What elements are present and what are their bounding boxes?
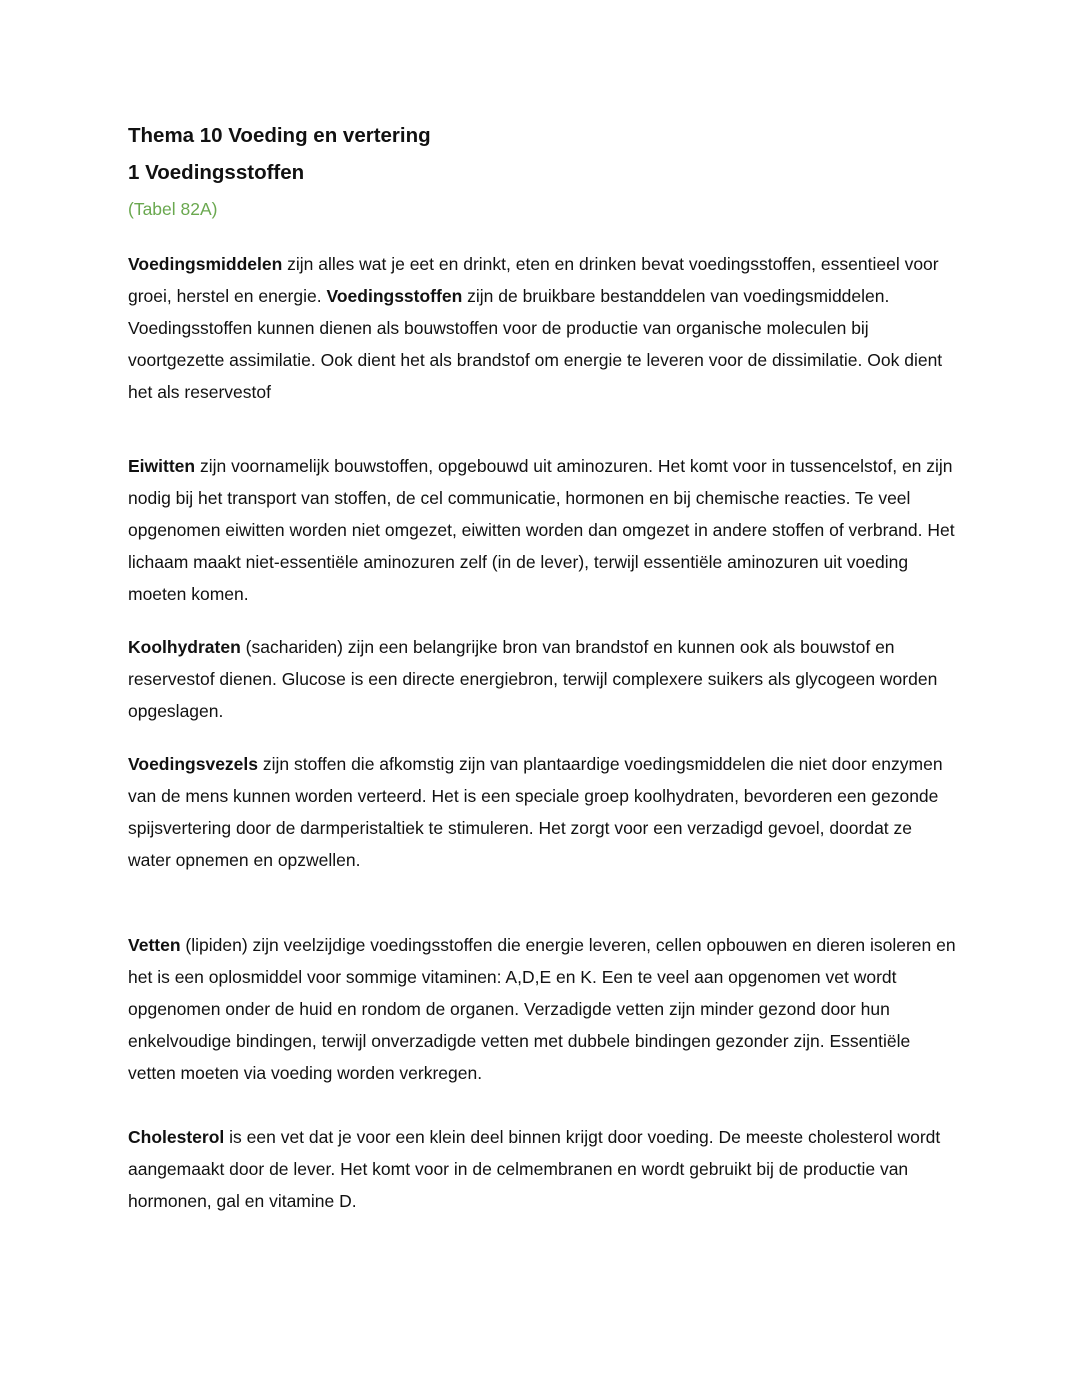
paragraph-vetten bbox=[128, 929, 958, 1089]
paragraph-text: (sachariden) zijn een belangrijke bron van brandstof en kunnen ook als bouwstof en reservestof dienen. Glucose is een directe energiebron, terwijl complexere suikers als glycogeen worden opgeslagen. bbox=[128, 637, 938, 722]
table-reference: (Tabel 82A) bbox=[128, 199, 218, 219]
paragraph-text: zijn de bruikbare bestanddelen van voedingsmiddelen. Voedingsstoffen kunnen dienen als bouwstoffen voor de productie van organische moleculen bij voortgezette assimilatie. Ook dient het als brandstof om energie te leveren voor de dissimilatie. Ook dient het als reservestof bbox=[128, 286, 943, 403]
paragraph-text: zijn alles wat je eet en drinkt, eten en drinken bevat voedingsstoffen, essentieel voor groei, herstel en energie. bbox=[128, 254, 939, 307]
paragraph-voedingsvezels bbox=[128, 748, 958, 876]
document-title: Thema 10 Voeding en vertering bbox=[128, 124, 431, 147]
paragraph-text: (lipiden) zijn veelzijdige voedingsstoffen die energie leveren, cellen opbouwen en dieren isoleren en het is een oplosmiddel voor sommige vitaminen: A,D,E en K. Een te veel aan opgenomen vet wordt opgenomen onder de huid en rondom de organen. Verzadigde vetten zijn minder gezond door hun enkelvoudige bindingen, terwijl onverzadigde vetten met dubbele bindingen gezonder zijn. Essentiële vetten moeten via voeding worden verkregen. bbox=[128, 935, 956, 1084]
term-vetten: Vetten bbox=[128, 935, 181, 955]
term-cholesterol: Cholesterol bbox=[128, 1127, 225, 1147]
paragraph-text: zijn stoffen die afkomstig zijn van plantaardige voedingsmiddelen die niet door enzymen van de mens kunnen worden verteerd. Het is een speciale groep koolhydraten, bevorderen een gezonde spijsvertering door de darmperistaltiek te stimuleren. Het zorgt voor een verzadigd gevoel, doordat ze water opnemen en opzwellen. bbox=[128, 754, 943, 871]
paragraph-cholesterol bbox=[128, 1121, 958, 1217]
paragraph-text: zijn voornamelijk bouwstoffen, opgebouwd uit aminozuren. Het komt voor in tussencelstof, en zijn nodig bij het transport van stoffen, de cel communicatie, hormonen en bij chemische reacties. Te veel opgenomen eiwitten worden niet omgezet, eiwitten worden dan omgezet in andere stoffen of verbrand. Het lichaam maakt niet-essentiële aminozuren zelf (in de lever), terwijl essentiële aminozuren uit voeding moeten komen. bbox=[128, 456, 955, 605]
paragraph-voedingsmiddelen bbox=[128, 248, 958, 408]
paragraph-koolhydraten bbox=[128, 631, 958, 727]
paragraph-eiwitten bbox=[128, 450, 958, 610]
paragraph-text: is een vet dat je voor een klein deel binnen krijgt door voeding. De meeste cholesterol wordt aangemaakt door de lever. Het komt voor in de celmembranen en wordt gebruikt bij de productie van hormonen, gal en vitamine D. bbox=[128, 1127, 941, 1212]
term-voedingsstoffen: Voedingsstoffen bbox=[326, 286, 463, 307]
term-voedingsmiddelen: Voedingsmiddelen bbox=[128, 254, 283, 274]
term-koolhydraten: Koolhydraten bbox=[128, 637, 241, 657]
term-eiwitten: Eiwitten bbox=[128, 456, 196, 476]
term-voedingsvezels: Voedingsvezels bbox=[128, 754, 259, 774]
section-heading: 1 Voedingsstoffen bbox=[128, 161, 305, 184]
